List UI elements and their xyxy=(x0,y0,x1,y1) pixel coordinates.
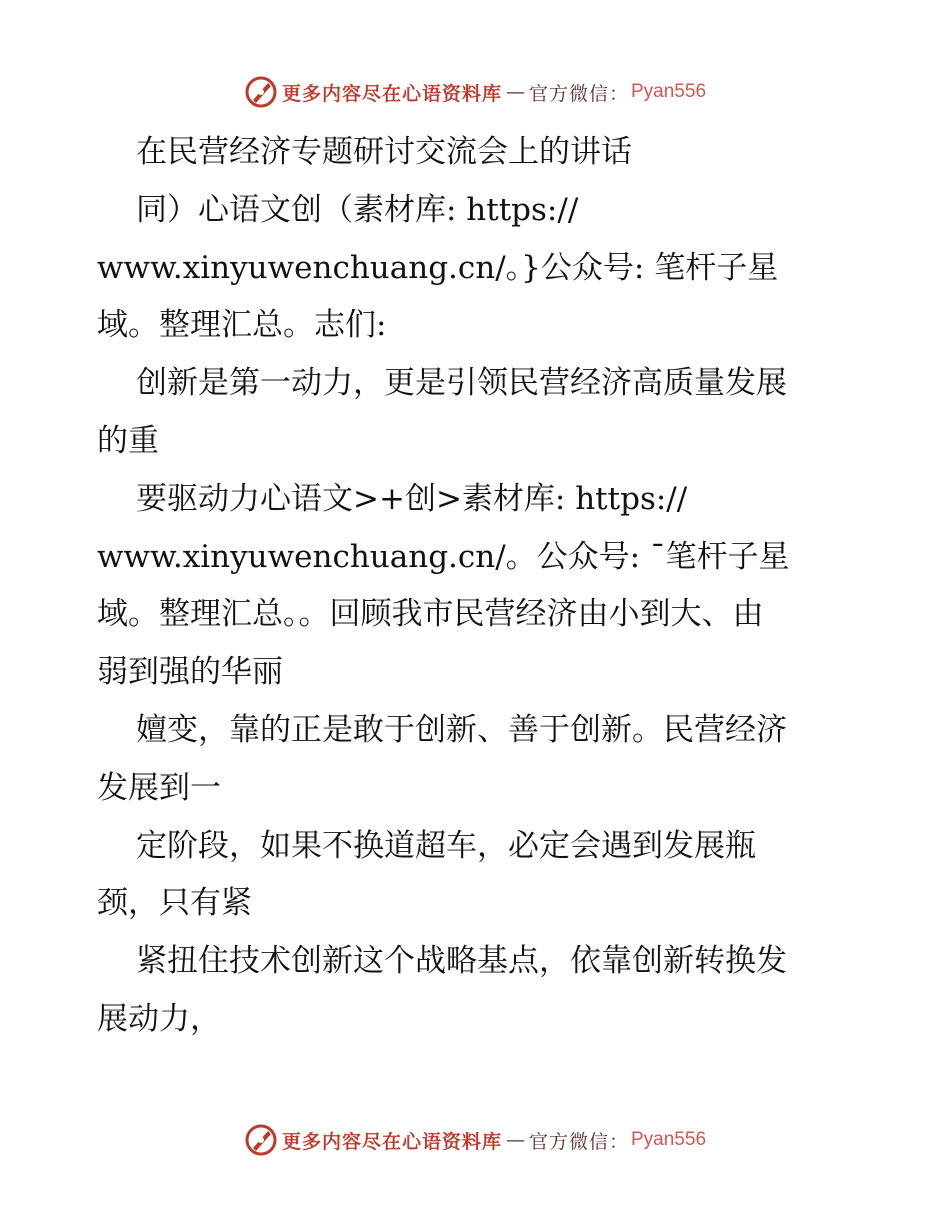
text-line: www.xinyuwenchuang.cn/。}公众号: 笔杆子星 xyxy=(97,249,779,286)
text-line: www.xinyuwenchuang.cn/。公众号: ¯笔杆子星 xyxy=(97,538,790,575)
banner-dash: — xyxy=(505,1129,525,1151)
text-line: 域。整理汇总。志们: xyxy=(97,307,387,344)
pen-logo-icon xyxy=(244,75,278,109)
text-line: 域。整理汇总。。回顾我市民营经济由小到大、由 xyxy=(97,596,764,633)
header-banner xyxy=(0,72,950,112)
text-line: 弱到强的华丽 xyxy=(97,654,283,691)
text-line: 要驱动力心语文>+创>素材库: https:// xyxy=(136,480,688,517)
banner-wechat-id: Pyan556 xyxy=(631,81,707,102)
text-line: 展动力， xyxy=(97,1000,221,1037)
text-line: 紧扭住技术创新这个战略基点，依靠创新转换发 xyxy=(136,943,787,980)
banner-main-text: 更多内容尽在心语资料库 xyxy=(281,82,502,105)
document-body xyxy=(97,124,867,1049)
text-line: 发展到一 xyxy=(97,769,221,806)
text-line: 颈，只有紧 xyxy=(97,885,252,922)
text-line: 同）心语文创（素材库: https:// xyxy=(136,191,579,228)
text-line: 定阶段，如果不换道超车，必定会遇到发展瓶 xyxy=(136,827,756,864)
title-line: 在民营经济专题研讨交流会上的讲话 xyxy=(136,134,632,170)
text-line: 嬗变，靠的正是敢于创新、善于创新。民营经济 xyxy=(136,711,787,748)
banner-wechat-label: 官方微信： xyxy=(528,82,629,105)
banner-wechat-label: 官方微信： xyxy=(528,1130,629,1153)
banner-main-text: 更多内容尽在心语资料库 xyxy=(281,1130,502,1153)
footer-banner xyxy=(0,1120,950,1160)
banner-dash: — xyxy=(505,81,525,103)
text-line: 创新是第一动力，更是引领民营经济高质量发展 xyxy=(136,365,787,402)
banner-wechat-id: Pyan556 xyxy=(631,1129,707,1150)
pen-logo-icon xyxy=(244,1123,278,1157)
text-line: 的重 xyxy=(97,422,159,459)
